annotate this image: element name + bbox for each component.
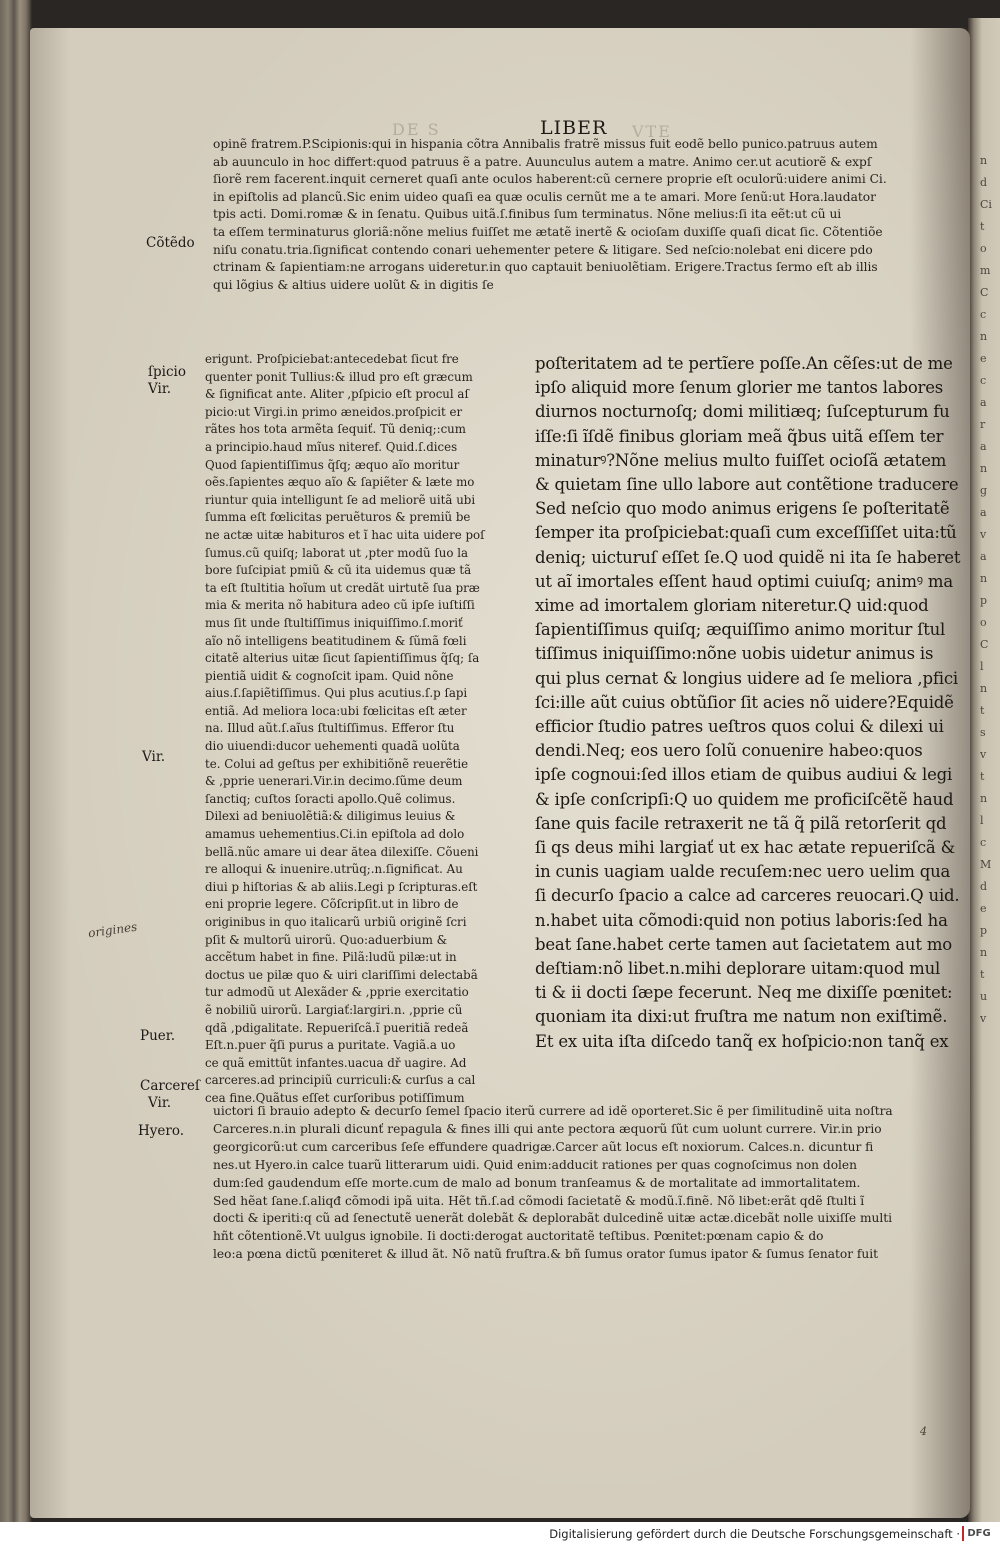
text-line: xime ad imortalem gloriam niteretur.Q uid:quod (535, 596, 929, 616)
commentary-bottom (213, 1103, 893, 1264)
commentary-line: erigunt. Proſpiciebat:antecedebat ſicut fre (205, 352, 459, 366)
text-line: Sed neſcio quo modo animus erigens ſe poſteritatẽ (535, 499, 950, 519)
commentary-line: eni proprie legere. Cõſcripſit.ut in libro de (205, 897, 459, 912)
commentary-line: tur admodũ ut Alexãder & ,pprie exercitatio (205, 985, 469, 1000)
bleed-through-right: VTE (632, 122, 672, 141)
text-line: beat ſane.habet certe tamen aut ſacietatem aut mo (535, 934, 953, 954)
commentary-line: riuntur quia intelligunt ſe ad meliorẽ uitã ubi (205, 492, 476, 507)
commentary-line: ſiorẽ rem facerent.inquit cerneret quaſi ante oculos haberent:cũ cernere proprie eſt oculorũ:uidere animi Ci. (213, 172, 887, 187)
text-line: ti & ii docti ſæpe fecerunt. Neq me dixiſſe pœnitet: (535, 983, 953, 1003)
text-line: ſi decurſo ſpacio a calce ad carceres reuocari.Q uid. (535, 886, 960, 906)
text-line: deniq; uicturuſ eſſet ſe.Q uod quidẽ ni ita ſe haberet (535, 547, 961, 567)
text-line: ſane quis facile retraxerit ne tã q̃ pilã retorſerit qd (535, 813, 947, 833)
commentary-line: quenter ponit Tullius:& illud pro eſt græcum (205, 369, 473, 384)
commentary-line: ctrinam & ſapientiam:ne arrogans uideretur.in quo captauit beniuolẽtiam. Erigere.Tractus ſermo eſt ab illis (213, 260, 878, 275)
text-line: ſapientiſſimus quiſq; æquiſſimo animo moritur ſtul (535, 620, 946, 640)
commentary-line: a principio.haud mĩus niteref. Quid.ſ.dices (205, 439, 458, 454)
commentary-line: mus ſit unde ſtultiſſimus iniquiſſimo.ſ.moriť (205, 615, 463, 630)
commentary-line: qui lõgius & altius uidere uolũt & in digitis ſe (213, 277, 494, 292)
commentary-line: georgicorũ:ut cum carceribus ſeſe effundere quadrigæ.Carcer aũt locus eſt noxiorum. Calces.n. dicuntur fi (213, 1139, 874, 1154)
commentary-line: ẽ nobiliũ uirorũ. Largiať:largiri.n. ,pprie cũ (205, 1002, 463, 1017)
text-line: qui plus cernat & longius uidere ad ſe meliora ,pfici (535, 668, 958, 688)
commentary-line: uictori ſi brauio adepto & decurſo ſemel ſpacio iterũ currere ad idẽ oporteret.Sic ẽ per ſimilitudinẽ uita noſtra (213, 1104, 893, 1118)
text-line: n.habet uita cõmodi:quid non potius laboris:ſed ha (535, 910, 948, 930)
commentary-line: Quod ſapientiſſimus q̃ſq; æquo aĩo moritur (205, 457, 460, 472)
commentary-line: ce quã emittũt infantes.uacua dř uagire. Ad (205, 1055, 467, 1070)
running-header: LIBER (540, 117, 608, 139)
commentary-line: & ſignificat ante. Aliter ,pſpicio eſt procul aſ (205, 387, 469, 402)
text-line: tiſſimus iniquiſſimo:nõne uobis uidetur animus is (535, 644, 934, 664)
commentary-line: tpis acti. Domi.romæ & in ſenatu. Quibus uitã.ſ.finibus ſum terminatus. Nõne melius:ſi ita eẽt:ut cũ ui (213, 207, 842, 222)
commentary-line: ne actæ uitæ habituros et ĩ hac uita uidere poſ (205, 527, 485, 542)
commentary-line: Dilexi ad beniuolẽtiã:& diligimus leuius & (205, 809, 456, 824)
text-line: & quietam ſine ullo labore aut contẽtione traducere (535, 475, 959, 495)
commentary-line: accẽtum habet in fine. Pilã:ludũ pilæ:ut in (205, 950, 457, 965)
text-line: & ipſe conſcripſi:Q uo quidem me proficiſcẽtẽ haud (535, 789, 954, 809)
commentary-line: bellã.nũc amare ui dear ătea dilexiſſe. Cõueni (205, 844, 479, 859)
commentary-line: diui p hiſtorias & ab aliis.Legi p ſcripturas.eſt (205, 879, 478, 894)
footer-credit: Digitalisierung gefördert durch die Deutsche Forschungsgemeinschaft · (549, 1527, 960, 1541)
handwritten-mark: 4 (920, 1425, 927, 1438)
commentary-line: & ,pprie uenerari.Vir.in decimo.ſũme deum (205, 774, 463, 789)
commentary-line: Sed hẽat ſane.ſ.aliqđ cõmodi ipã uita. Hẽt tñ.ſ.ad cõmodi ſacietatẽ & modũ.ĩ.finẽ. Nõ libet:erãt qdẽ ſtulti ĩ (213, 1193, 865, 1208)
commentary-line: carceres.ad principiũ curriculi:& curſus a cal (205, 1073, 476, 1088)
text-line: ut aĩ imortales eſſent haud optimi cuiuſq; animꝰ ma (535, 571, 954, 591)
commentary-line: ab auunculo in hoc differt:quod patruus ẽ a patre. Auunculus autem a matre. Animo cer.ut acutiorẽ & expſ (213, 154, 872, 169)
commentary-line: aĩo nõ intelligens beatitudinem & ſũmã fœli (205, 633, 467, 648)
commentary-line: te. Colui ad geſtus per exhibitiõnẽ reuerẽtie (205, 756, 469, 771)
text-line: ſi qs deus mihi largiať ut ex hac ætate repueriſcã & (535, 838, 956, 858)
commentary-line: ſumus.cũ quiſq; laborat ut ,pter modũ ſuo la (205, 545, 469, 560)
main-text-column (535, 352, 960, 1054)
commentary-top (213, 136, 887, 294)
marginal-note: Carcereſ (140, 1078, 200, 1094)
commentary-line: niſu conatu.tria.ſignificat contendo conari uehementer petere & litigare. Sed neſcio:nolebat eni dicere pdo (213, 242, 873, 257)
dfg-logo: DFG (962, 1526, 994, 1541)
commentary-line: ſanctiq; cuſtos ſoracti apollo.Quẽ colimus. (205, 791, 456, 806)
text-line: ſemper ita proſpiciebat:quaſi cum exceſſiſſet uita:tũ (535, 523, 957, 543)
marginal-note: Cõtẽdo (146, 235, 195, 251)
commentary-line: amamus uehementius.Ci.in epiſtola ad dolo (205, 827, 465, 842)
commentary-line: citatẽ alterius uitæ ſicut ſapientiſſimus q̃ſq; ſa (205, 651, 480, 666)
text-line: poſteritatem ad te pertĩere poſſe.An cẽſes:ut de me (535, 354, 953, 373)
marginal-note: Vir. (148, 1095, 172, 1111)
commentary-line: bore ſuſcipiat pmiũ & cũ ita uidemus quæ tã (205, 563, 472, 578)
commentary-line: mia & merita nõ habitura adeo cũ ipſe iuſtiſſi (205, 598, 475, 613)
commentary-line: leo:a pœna dictũ pœniteret & illud ãt. Nõ natũ fruſtra.& bñ ſumus orator ſumus ipator & ſumus ſenator fuit (213, 1247, 879, 1262)
marginal-note: Vir. (148, 381, 172, 397)
commentary-line: hñt cõtentionẽ.Vt uulgus ignobile. Ii docti:derogat auctoritatẽ teſtibus. Pœnitet:pœnam capio & do (213, 1229, 824, 1244)
text-line: efficior ſtudio patres ueſtros quos colui & dilexi ui (535, 717, 944, 737)
commentary-line: ta eſt ſtultitia hoĩum ut credãt uirtutẽ ſua præ (205, 580, 480, 595)
commentary-line: rãtes hos tota armẽta ſequiť. Tũ deniq;:cum (205, 422, 466, 437)
commentary-line: Carceres.n.in plurali dicunť repagula & fines illi qui ante pectora æquorũ ſũt cum uolunt currere. Vir.in prio (213, 1121, 882, 1136)
text-line: deſtiam:nõ libet.n.mihi deplorare uitam:quod mul (535, 959, 941, 979)
commentary-line: aius.ſ.ſapiẽtiſſimus. Qui plus acutius.ſ.p ſapi (205, 686, 468, 701)
facing-page-text-fragments: n d Ci t o m C c n e c a r a n g a v a n p o C l n t s v t n l c M d e p n t u v (980, 154, 992, 1025)
marginal-note: Puer. (140, 1028, 176, 1044)
commentary-line: pientiã uidit & cognoſcit ipam. Quid nõne (205, 668, 454, 683)
commentary-line: oẽs.ſapientes æquo aĩo & ſapiẽter & læte mo (205, 475, 475, 490)
text-line: Et ex uita iſta diſcedo tanq̃ ex hoſpicio:non tanq̃ ex (535, 1031, 949, 1051)
commentary-line: doctus ue pilæ quo & uiri clariſſimi delectabã (205, 967, 478, 982)
text-line: iſſe:ſi ĩſdẽ finibus gloriam meã q̃bus uitã eſſem ter (535, 426, 944, 446)
commentary-line: qdã ,pdigalitate. Repueriſcã.ĩ pueritiã redeã (205, 1020, 469, 1035)
commentary-line: docti & iperiti:q cũ ad ſenectutẽ uenerãt dolebãt & deplorabãt dulcedinẽ uitæ actæ.dicebãt nolle uixiſſe multi (213, 1211, 893, 1226)
text-line: ipſe cognoui:ſed illos etiam de quibus audiui & legi (535, 765, 953, 785)
marginal-note: Vir. (142, 749, 166, 765)
text-line: minaturꝰ?Nõne melius multo fuiſſet ocioſã ætatem (535, 450, 947, 470)
commentary-line: in epiſtolis ad plancũ.Sic enim uideo quaſi ea quæ oculis cernũt me a te amari. More ſenũ:ut Hora.laudator (213, 189, 876, 204)
commentary-line: entiã. Ad meliora loca:ubi fœlicitas eſt æter (205, 703, 467, 718)
commentary-line: dum:ſed gaudendum eſſe morte.cum de malo ad bonum tranſeamus & de mortalitate ad immortalitatem. (213, 1175, 861, 1190)
bleed-through-left: DE S (392, 120, 441, 139)
commentary-line: na. Illud aũt.ſ.aĩus ſtultiſſimus. Efferor ſtu (205, 721, 455, 736)
text-line: in cunis uagiam ualde recuſem:nec uero uelim qua (535, 862, 951, 882)
commentary-line: re alloqui & inuenire.utrũq;.n.ſignificat. Au (205, 862, 463, 877)
commentary-line: picio:ut Virgi.in primo æneidos.proſpicit er (205, 404, 463, 419)
text-line: ipſo aliquid more ſenum glorier me tantos labores (535, 378, 944, 398)
text-line: diurnos nocturnoſq; domi militiæq; ſuſcepturum fu (535, 402, 950, 422)
commentary-line: dio uiuendi:ducor uehementi quadã uolũta (205, 739, 460, 754)
commentary-line: Eſt.n.puer q̃ſi purus a puritate. Vagiã.a uo (205, 1038, 456, 1053)
marginal-note: Hyero. (138, 1123, 185, 1139)
text-line: ſci:ille aũt cuius obtũſior ſit acies nõ uidere?Equidẽ (535, 692, 954, 712)
commentary-line: opinẽ fratrem.P.Scipionis:qui in hispania cõtra Annibalis fratrẽ missus fuit eodẽ bello punico.patruus autem (213, 137, 878, 151)
commentary-line: ta eſſem terminaturus gloriã:nõne melius fuiſſet me ætatẽ inertẽ & ocioſam duxiſſe quaſi dicat ſic. Cõtentiõe (213, 224, 883, 239)
commentary-line: nes.ut Hyero.in calce tuarũ litterarum uidi. Quid enim:adducit rationes per quas cognoſcimus non dolen (213, 1157, 857, 1172)
commentary-line: pſit & multorũ uirorũ. Quo:aduerbium & (205, 932, 448, 947)
commentary-line: cea fine.Quãtus eſſet curſoribus potiſſimum (205, 1090, 465, 1105)
text-line: dendi.Neq; eos uero ſolũ conuenire habeo:quos (535, 741, 923, 761)
handwritten-gloss: origines (87, 919, 139, 941)
commentary-line: ſumma eſt fœlicitas peruẽturos & premiũ be (205, 510, 471, 525)
marginal-note: ſpicio (148, 364, 186, 380)
commentary-line: originibus in quo italicarũ urbiũ originẽ ſcri (205, 915, 467, 929)
text-line: quoniam ita dixi:ut fruſtra me natum non exiſtimẽ. (535, 1007, 948, 1027)
commentary-left-column (205, 351, 485, 1108)
